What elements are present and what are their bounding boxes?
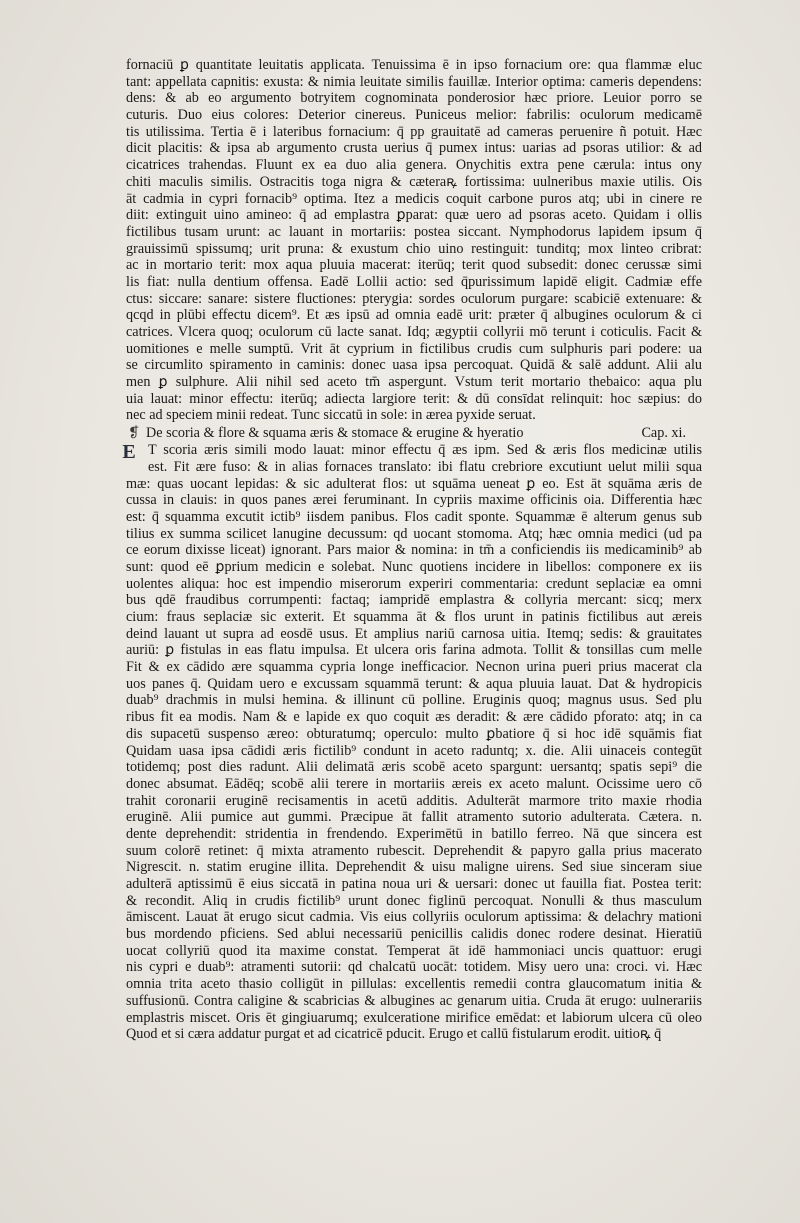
text-line: Quidam uasa ipsa cādidi æris fictilib⁹ condunt in aceto raduntq; x. die. Alii uinaceis contegūt [126, 742, 702, 759]
text-line: uomitiones e melle sumptū. Vrit āt cyprium in fictilibus crudis cum sulphuris pari podere: ua [126, 340, 702, 357]
paragraph-bottom-wrap [122, 441, 702, 1043]
chapter-title: De scoria & flore & squama æris & stomace & erugine & hyeratio [146, 425, 524, 442]
text-line: ctus: siccare: sanare: sistere fluctiones: pterygia: sordes oculorum purgare: scabiciē extenuare: & [126, 290, 702, 307]
text-line: suum colorē retinet: q̄ mixta atramento rubescit. Deprehendit & papyro galla prius macerato [126, 842, 702, 859]
text-line: auriū: ꝑ fistulas in eas flatu impulsa. Et ulcera oris farina admota. Tollit & tonsillas cum melle [126, 642, 702, 659]
text-line: fictilibus tusam urunt: ac lauant in mortariis: postea siccant. Nymphodorus lapidem ipsum q̄ [126, 223, 702, 240]
text-line: cuturis. Duo eius colores: Deterior cinereus. Puniceus melior: fabrilis: oculorum medicamē [126, 107, 702, 124]
text-line: ac in mortario terit: mox aqua pluuia macerat: iterūq; terit quod subsedit: donec cerussæ simi [126, 257, 702, 274]
text-line: dicit placitis: & ipsa ab argumento crusta uerius q̄ pumex intus: uarias ad psoras utilior: & ad [126, 140, 702, 157]
text-line: chiti maculis similis. Ostracitis toga nigra & cæteraꝶ fortissima: uulneribus maxie utilis. Ois [126, 173, 702, 190]
text-line: duab⁹ drachmis in mulsi hemina. & illinunt cū polline. Eruginis quoq; magnus usus. Sed plu [126, 692, 702, 709]
text-line: emplastris miscet. Oris ēt gingiuarumq; exulceratione mirifice emēdat: et labiorum ulcera cū oleo [126, 1009, 702, 1026]
text-line: mæ: quas uocant lepidas: & sic adulterat flos: ut squāma ueneat ꝑ eo. Est āt squāma æris de [126, 475, 702, 492]
text-line: uocat collyriū quod ita maxime constat. Temperat āt idē hammoniaci uncis quattuor: erugi [126, 942, 702, 959]
text-line: se circumlito spiramento in caminis: donec uasa ipsa percoquat. Quidā & salē addunt. Alii alu [126, 357, 702, 374]
text-line: est: q̄ squamma excutit ictib⁹ iisdem panibus. Flos cadit sponte. Squammæ ē alterum genus sub [126, 508, 702, 525]
text-line: cussa in clauis: in quos panes ærei feruminant. In cypriis maxime officinis oia. Differentia hæc [126, 492, 702, 509]
text-block [122, 57, 702, 1043]
text-line: āmiscent. Lauat āt erugo sicut cadmia. Vis eius collyriis oculorum aptissima: & delachry mationi [126, 909, 702, 926]
text-line: est. Fit ære fuso: & in alias fornaces translato: ibi flatu crebriore excutiunt uelut milii squa [148, 458, 702, 475]
text-line: bus mordendo pficiens. Sed ablui necessariū penicillis calidis donec rodere desinat. Hieratiū [126, 926, 702, 943]
text-line: qcqd in plūbi effectu dicem⁹. Et æs ipsū ad omnia eadē urit: præter q̄ albugines oculorum & ci [126, 307, 702, 324]
text-line: cium: fraus seplaciæ sic exterit. Et squamma āt & flos urunt in patinis fictilibus aut æreis [126, 609, 702, 625]
text-line: tis utilissima. Tertia ē i lateribus fornacium: q̄ pp grauitatē ad cameras peruenire ñ potuit. Hæc [126, 123, 702, 140]
text-line: totidemq; post dies radunt. Alii delimatā æris scobē aceto spargunt: uersantq; spatis sepi⁹ die [126, 759, 702, 776]
initial-letter: E [122, 441, 136, 464]
text-line: ribus fit ea modis. Nam & e lapide ex quo coquit æs deradit: & ære cādido pforato: atq; in ca [126, 709, 702, 726]
text-line: Nigrescit. n. statim erugine illita. Deprehendit & uisu maligne uirens. Sed siue sinceram siue [126, 859, 702, 876]
text-line: nec ad speciem minii redeat. Tunc siccatū in sole: in ærea pyxide seruat. [126, 407, 536, 424]
text-line: adulterā aptissimū ē eius siccatā in patina noua uri & uersari: donec ut fauilla fiat. Postea terit: [126, 876, 702, 892]
text-line: men ꝑ sulphure. Alii nihil sed aceto tm̄ aspergunt. Vstum terit mortario thebaico: aqua plu [126, 374, 702, 391]
text-line: grauissimū spissumq; urit pruna: & exustum chio uino restinguit: tunditq; mox linteo cribrat: [126, 240, 702, 257]
text-line: ce eorum dixisse liceat) ignorant. Pars maior & nomina: in tm̄ a conficiendis iis medicaminib⁹ ab [126, 542, 702, 559]
text-line: & recondit. Aliq in crudis fictilib⁹ urunt donec figlinū percoquat. Nonulli & thus masculum [126, 892, 702, 909]
text-line: fornaciū ꝑ quantitate leuitatis applicata. Tenuissima ē in ipso fornacium ore: qua flammæ eluc [126, 57, 702, 73]
text-line: dis supacetū suspenso æreo: obturatumq; operculo: multo ꝑbatiore q̄ si hoc idē squāmis fiat [126, 725, 702, 742]
text-line: sunt: quod eē ꝑprium medicin e solebat. Nunc quotiens incidere in libellos: componere ex iis [126, 558, 702, 575]
text-line: Quod et si cæra addatur purgat et ad cicatricē pducit. Erugo et callū fistularum erodit. uitioꝶ q̄ [126, 1026, 662, 1043]
text-line: lis fiat: nulla dentium offensa. Eadē Lollii actio: sed q̄purissimum lapidē eligit. Cadmiæ effe [126, 273, 702, 290]
text-line: T scoria æris simili modo lauat: minor effectu q̄ æs ipm. Sed & æris flos medicinæ utilis [148, 442, 702, 459]
text-line: eruginē. Alii pumice aut gummi. Præcipue āt fallit atramento sutorio adulterata. Cætera. n. [126, 809, 702, 826]
text-line: bus qdē fraudibus corrumpenti: factaq; iampridē emplastra & collyria mercant: sicq; merx [126, 592, 702, 609]
chapter-number: Cap. xi. [641, 425, 686, 442]
text-line: uolentes aliqua: hoc est impendio miserorum experiri commentaria: credunt seplaciæ ea omni [126, 575, 702, 592]
text-line: donec absumat. Eādēq; scobē alii terere in mortariis æreis ex aceto malunt. Ocissime uero cō [126, 775, 702, 792]
text-line: catrices. Vlcera quoq; oculorum cū lacte sanat. Idq; ægyptii collyrii mō terunt i coticulis. Facit & [126, 324, 702, 340]
paragraph-bottom [126, 442, 702, 1043]
text-line: omnia trita aceto thasio colligūt in pillulas: excellentis remedii contra glaucomatum initia & [126, 976, 702, 993]
text-line: Fit & ex cādido ære squamma cypria longe inefficacior. Necnon urina pueri prius macerat cla [126, 659, 702, 676]
text-line: tilius ex summa scilicet lanugine decussum: qd uocant stomoma. Atq; hæc omnia medici (ud pa [126, 525, 702, 542]
text-line: deind lauant ut supra ad eosdē usus. Et amplius nariū carnosa uitia. Itemq; sedis: & grauitates [126, 625, 702, 642]
text-line: uos panes q̄. Quidam uero e excussam squammā terunt: & aqua pluuia lauat. Dat & hydropicis [126, 675, 702, 692]
text-line: dens: & ab eo argumento botryitem cognominata ponderosior hæc priore. Leuior porro se [126, 90, 702, 107]
text-line: uia lauat: minor effectu: iterūq; adiecta largiore terit: & dū consīdat relinquit: hoc sæpius: do [126, 390, 702, 407]
text-line: āt cadmia in cypri fornacib⁹ optima. Itez a medicis coquit carbone puros atq; ubi in cinere re [126, 190, 702, 207]
text-line: tant: appellata capnitis: exusta: & nimia leuitate similis fauillæ. Interior optima: cameris dependens: [126, 73, 702, 90]
text-line: cicatrices trahendas. Fluunt ex ea duo alia genera. Onychitis extra pene cærula: intus ony [126, 157, 702, 174]
text-line: suffusionū. Contra caligine & scabricias & albugines ac genarum uitia. Cruda āt erugo: uulnerariis [126, 992, 702, 1009]
paragraph-top [126, 57, 702, 424]
chapter-heading [126, 424, 702, 442]
text-line: dente deprehendit: stridentia in frendendo. Experimētū in batillo ferreo. Nā que sincera est [126, 825, 702, 842]
text-line: nis cypri e duab⁹: atramenti sutorii: qd chalcatū uocāt: totidem. Misy uero una: croci. vi. Hæc [126, 959, 702, 976]
paragraph-mark-icon: ❡ [128, 426, 140, 442]
text-line: trahit coronarii eruginē recisamentis in acetū additis. Adulterāt marmore trito maxie rhodia [126, 792, 702, 809]
text-line: diit: extinguit uino amineo: q̄ ad emplastra ꝑparat: quæ uero ad psoras aceto. Quidam i ollis [126, 207, 702, 224]
